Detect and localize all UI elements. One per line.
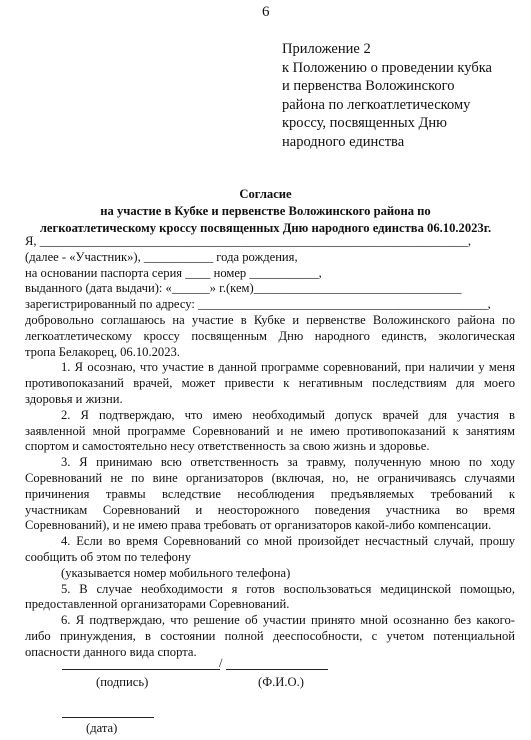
appendix-line: района по легкоатлетическому — [282, 96, 471, 113]
clause-text: заявленной мной программе Соревнований и не имею противопоказаний к занятиям — [25, 423, 515, 438]
name-line — [226, 669, 328, 670]
appendix-line: и первенства Воложинского — [282, 78, 455, 94]
passport-line: на основании паспорта серия ____ номер ___________, — [25, 265, 322, 280]
appendix-line: к Положению о проведении кубка — [282, 59, 492, 76]
clause-text: предоставленной организаторами Соревнований. — [25, 597, 290, 612]
page-number: 6 — [262, 4, 270, 20]
clause-text: 5. В случае необходимости я готов воспользоваться медицинской помощью, — [61, 581, 515, 596]
appendix-line: народного единства — [282, 133, 405, 150]
clause-text: причинения травмы вследствие несоблюдения предъявляемых требований к — [25, 486, 515, 501]
title-line: легкоатлетическому кроссу посвященных Дню народного единства 06.10.2023г. — [39, 221, 492, 235]
clause-text: сообщить об этом по телефону — [25, 549, 191, 564]
date-label: (дата) — [86, 721, 118, 735]
clause-text: Соревнований не по вине организаторов (включая, но, не ограничиваясь случаями — [25, 470, 515, 485]
clause-text: либо принуждения, в состоянии полной дееспособности, с учетом потенциальной — [25, 628, 515, 643]
clause-text: 6. Я подтверждаю, что решение об участии принято мной осознанно без какого- — [61, 613, 515, 628]
phone-hint: (указывается номер мобильного телефона) — [61, 565, 291, 580]
consent-text: легкоатлетическому кроссу посвященным Дню народного единств, экологическая — [25, 328, 515, 343]
document-title — [0, 186, 531, 237]
appendix-line: Приложение 2 — [282, 41, 371, 57]
clause-text: опасности данного вида спорта. — [25, 644, 197, 659]
clause-text: здоровья и жизни. — [25, 391, 123, 406]
signature-label: (подпись) — [96, 675, 149, 689]
signature-line — [62, 669, 220, 670]
date-line — [62, 717, 154, 718]
alias-line: (далее - «Участник»), ___________ года рождения, — [25, 249, 298, 264]
clause-text: 2. Я подтверждаю, что имею необходимый допуск врачей для участия в — [61, 407, 515, 422]
clause-text: 3. Я принимаю всю ответственность за травму, полученную мною по ходу — [61, 455, 515, 470]
consent-text: добровольно соглашаюсь на участие в Кубке и первенстве Воложинского района по — [25, 312, 515, 327]
address-line: зарегистрированный по адресу: ______________________________________________, — [25, 297, 491, 312]
clause-text: спортом и самостоятельно несу ответственность за свою жизнь и здоровье. — [25, 439, 430, 454]
signature-slash: / — [219, 656, 223, 670]
name-line: Я, ____________________________________________________________________, — [25, 234, 472, 248]
clause-text: 4. Если во время Соревнований со мной произойдет несчастный случай, прошу — [61, 534, 515, 549]
clause-text: противопоказаний врачей, может привести к негативным последствиям для моего — [25, 376, 515, 391]
appendix-header — [282, 40, 522, 151]
title-line: Согласие — [239, 187, 292, 201]
issued-line: выданного (дата выдачи): «______» г.(кем)_________________________________ — [25, 281, 462, 296]
title-line: на участие в Кубке и первенстве Воложинского района по — [100, 204, 431, 218]
clause-text: 1. Я осознаю, что участие в данной программе соревнований, при наличии у меня — [61, 360, 515, 375]
name-label: (Ф.И.О.) — [258, 675, 304, 689]
consent-text: тропа Белакорец, 06.10.2023. — [25, 344, 180, 359]
clause-text: участникам Соревнований и неосторожного поведения участника во время — [25, 502, 515, 517]
clause-text: Соревнований), и не имею права требовать от организаторов какой-либо компенсации. — [25, 518, 492, 533]
appendix-line: кроссу, посвященных Дню — [282, 115, 447, 131]
consent-form-body — [25, 234, 515, 661]
